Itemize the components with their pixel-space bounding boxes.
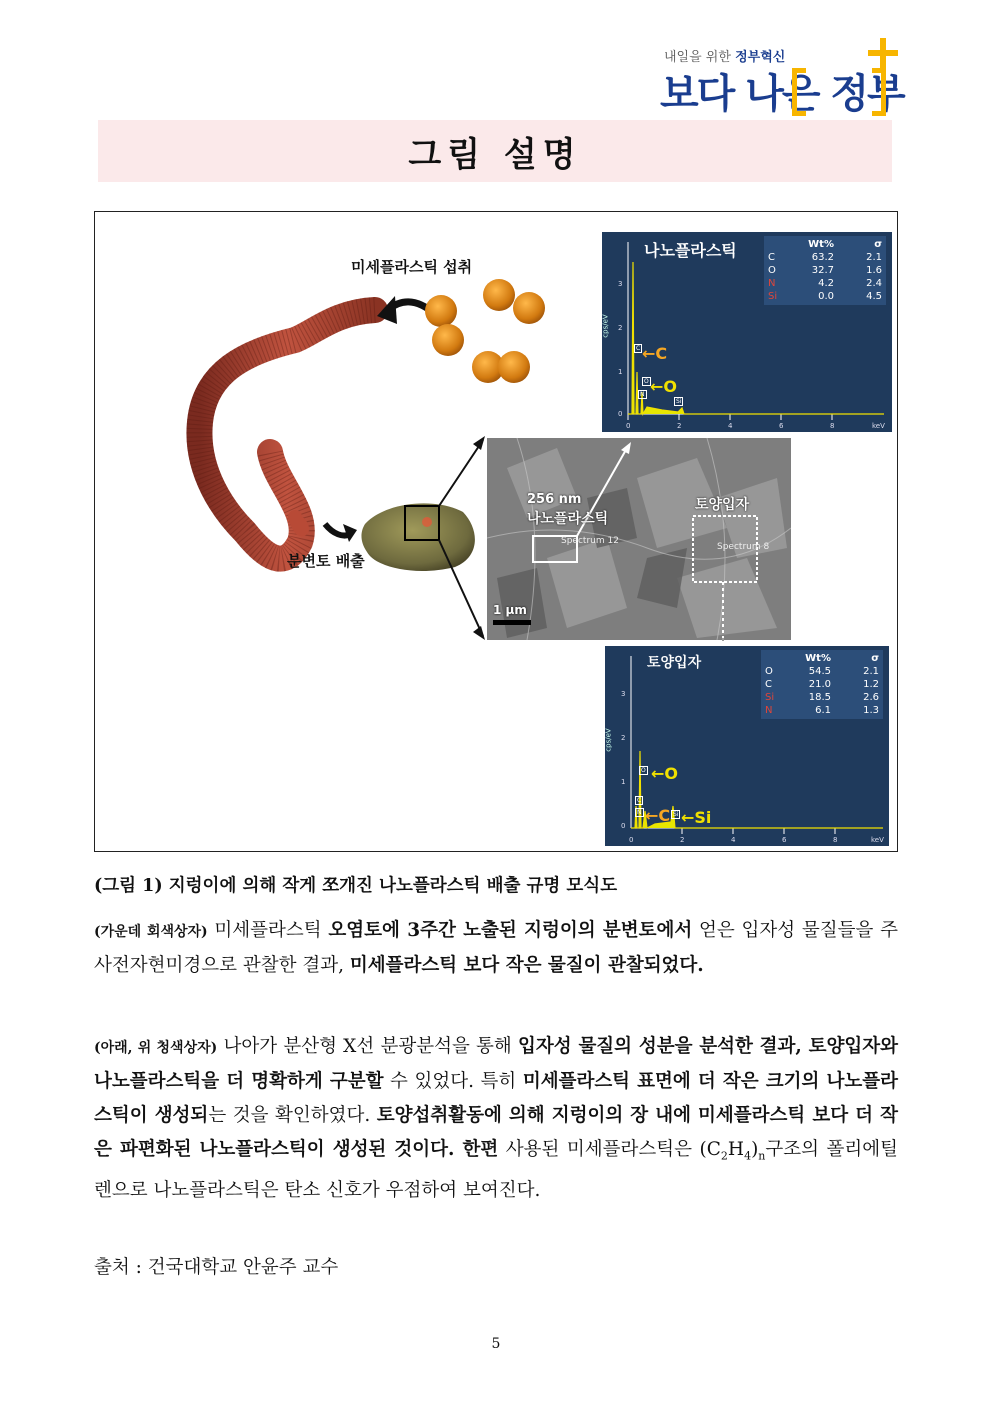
source-credit: 출처 : 건국대학교 안윤주 교수 [94, 1257, 339, 1278]
page-title-band [98, 120, 892, 182]
logo-main-text: 보다 나은 정부 [660, 71, 904, 117]
callout-o-top: ←O [650, 377, 678, 396]
table-row: N 4.2 2.4 [768, 278, 882, 289]
y-tick-1: 1 [621, 778, 626, 786]
table-row: O 54.5 2.1 [765, 666, 879, 677]
callout-o-bottom: ←O [651, 764, 679, 783]
peak-box-c: C [637, 797, 642, 804]
government-innovation-logo [650, 38, 904, 120]
x-tick-6: 6 [779, 422, 784, 430]
plus-icon [868, 38, 898, 68]
x-tick-4: 4 [728, 422, 733, 430]
y-axis-label-bottom: cps/eV [604, 728, 613, 752]
x-unit-label: keV [871, 836, 884, 844]
y-tick-0: 0 [618, 410, 623, 418]
ingest-label: 미세플라스틱 섭취 [351, 258, 473, 276]
peak-box-n: N [640, 391, 645, 398]
excrete-label: 분변토 배출 [287, 552, 365, 570]
logo-bracket-left [792, 68, 806, 116]
sem-soil-label: 토양입자 [695, 497, 750, 513]
table-row: Si 0.0 4.5 [768, 291, 882, 302]
logo-bracket-right [872, 68, 886, 116]
peak-box-c: C [636, 345, 641, 352]
figure-frame [94, 211, 898, 852]
callout-c-bottom: ←C [645, 806, 671, 825]
chemical-formula: $(C_2H_4)_n$ [699, 1139, 766, 1163]
x-tick-2: 2 [680, 836, 685, 844]
spectrum-title-bottom: 토양입자 [647, 655, 702, 671]
y-tick-3: 3 [618, 280, 623, 288]
page-number: 5 [491, 1336, 501, 1352]
sem-size-label: 256 nm [527, 492, 582, 507]
para2-tag: (아래, 위 청색상자) [94, 1040, 218, 1056]
sem-scale-label: 1 μm [493, 603, 527, 617]
callout-si-bottom: ←Si [681, 808, 712, 827]
y-tick-0: 0 [621, 822, 626, 830]
y-axis-label-top: cps/eV [601, 314, 610, 338]
logo-tagline: 내일을 위한 정부혁신 [664, 50, 786, 65]
x-tick-6: 6 [782, 836, 787, 844]
table-row: O 32.7 1.6 [768, 265, 882, 276]
peak-box-si: Si [673, 811, 679, 818]
peak-box-o: O [644, 378, 649, 385]
connector-arrow [95, 212, 898, 852]
x-tick-0: 0 [626, 422, 631, 430]
sem-nano-label: 나노플라스틱 [527, 511, 609, 527]
paragraph-1: (가운데 회색상자) 미세플라스틱 오염토에 3주간 노출된 지렁이의 분변토에서 얻은 입자성 물질들을 주사전자현미경으로 관찰한 결과, 미세플라스틱 보다 작은 물질이 관찰되었다. [94, 920, 898, 976]
paragraph-2: (아래, 위 청색상자) 나아가 분산형 X선 분광분석을 통해 입자성 물질의 성분을 분석한 결과, 토양입자와 나노플라스틱을 더 명확하게 구분할 수 있었다. 특히 미세플라스틱 표면에 더 작은 크기의 나노플라스틱이 생성되는 것을 확인하였다. 토양섭취활동에 의해 지렁이의 장 내에 미세플라스틱 보다 더 작은 파편화된 나노플라스틱이 생성된 것이다. 한편 사용된 미세플라스틱은 $(C_2H_4)_n$구조의 폴리에틸렌으로 나노플라스틱은 탄소 신호가 우점하여 보여진다. [94, 1036, 899, 1201]
para1-tag: (가운데 회색상자) [94, 924, 208, 940]
x-tick-4: 4 [731, 836, 736, 844]
peak-box-n: N [637, 809, 642, 816]
x-unit-label: keV [872, 422, 885, 430]
y-tick-2: 2 [618, 324, 623, 332]
table-row: Si 18.5 2.6 [765, 692, 879, 703]
y-tick-2: 2 [621, 734, 626, 742]
table-row: C 21.0 1.2 [765, 679, 879, 690]
spectrum-title-top: 나노플라스틱 [644, 241, 737, 260]
table-row: N 6.1 1.3 [765, 705, 879, 716]
sem-spectrum-b: Spectrum 8 [717, 542, 770, 552]
table-header: Wt% σ [808, 239, 882, 250]
peak-box-o: O [641, 767, 646, 774]
table-header: Wt% σ [805, 653, 879, 664]
page-title: 그림 설명 [408, 134, 582, 175]
y-tick-1: 1 [618, 368, 623, 376]
peak-box-si: Si [676, 398, 682, 405]
x-tick-8: 8 [833, 836, 838, 844]
table-row: C 63.2 2.1 [768, 252, 882, 263]
x-tick-2: 2 [677, 422, 682, 430]
figure-caption: (그림 1) 지렁이에 의해 작게 쪼개진 나노플라스틱 배출 규명 모식도 [94, 876, 618, 896]
sem-spectrum-a: Spectrum 12 [561, 536, 619, 546]
x-tick-0: 0 [629, 836, 634, 844]
x-tick-8: 8 [830, 422, 835, 430]
y-tick-3: 3 [621, 690, 626, 698]
callout-c-top: ←C [642, 344, 668, 363]
